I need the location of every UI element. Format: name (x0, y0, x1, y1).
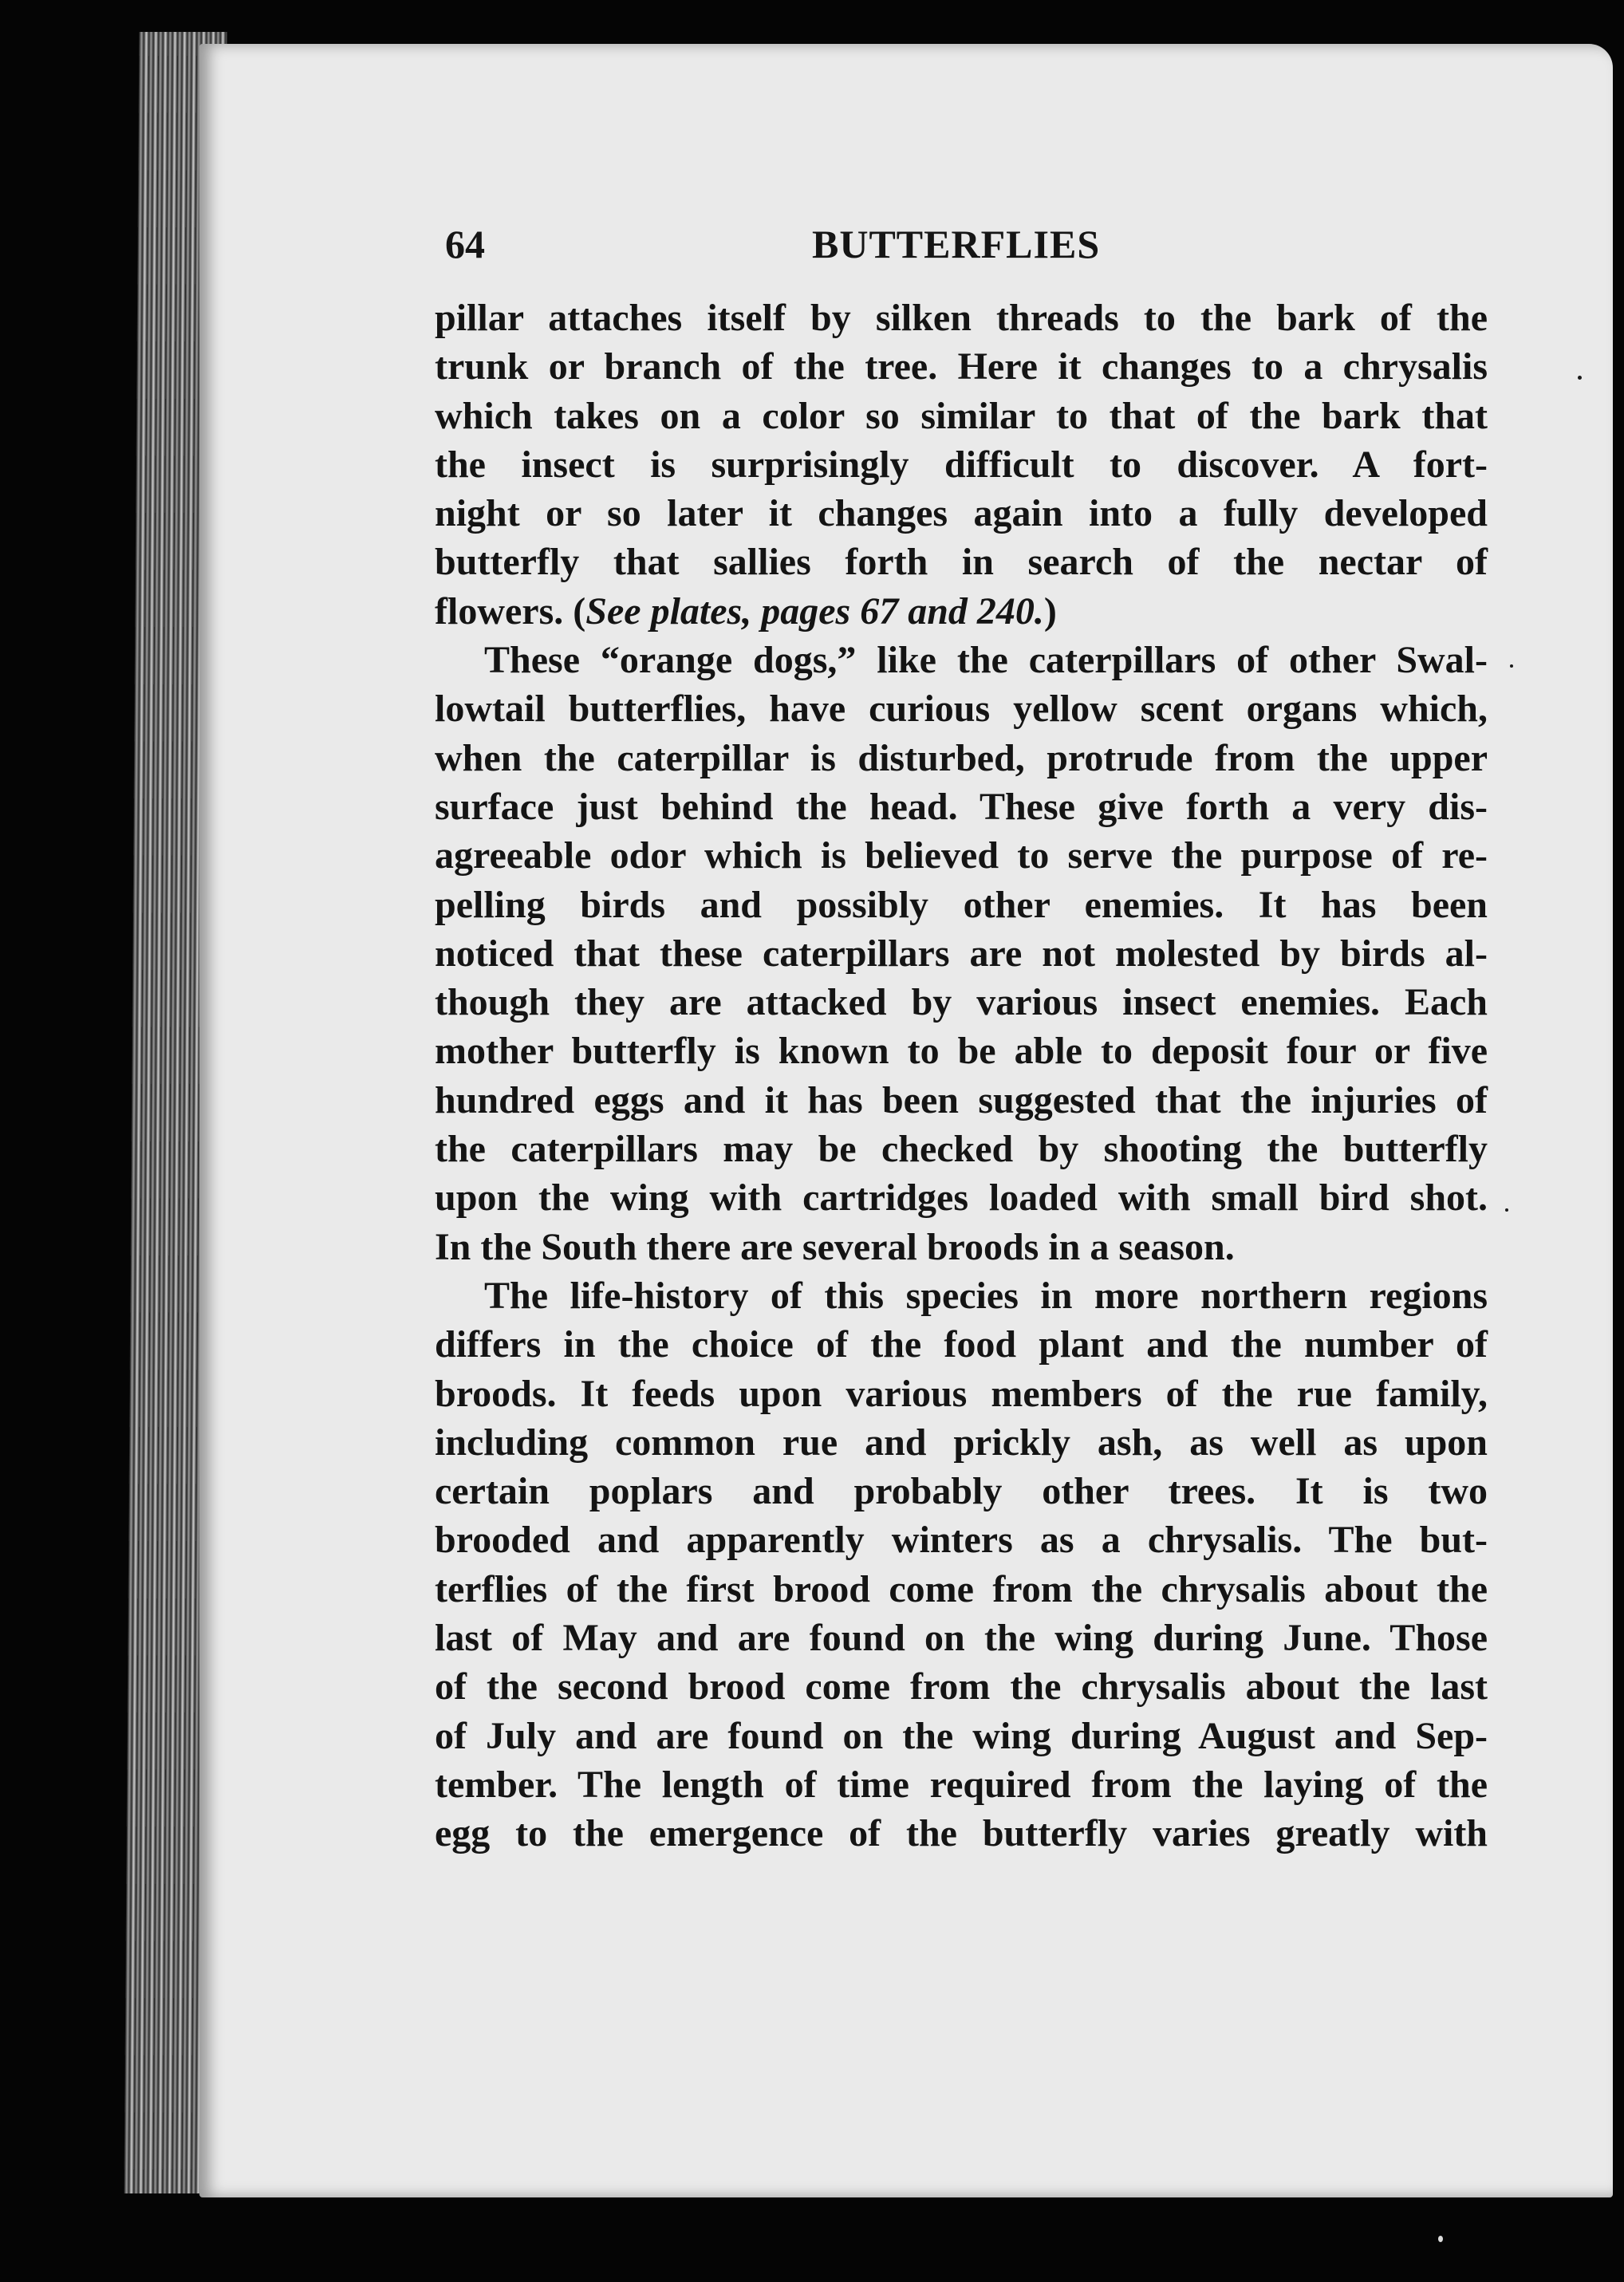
text-line: lowtail butterflies, have curious yellow scent organs which, (435, 688, 1488, 731)
text-line: certain poplars and probably other trees. It is two (435, 1470, 1488, 1513)
text-line: In the South there are several broods in a season. (435, 1225, 1235, 1268)
text-line: agreeable odor which is believed to serve the purpose of re- (435, 834, 1488, 877)
scan-speck (1438, 2236, 1443, 2242)
text-line: tember. The length of time required from the laying of the (435, 1763, 1488, 1806)
text-line: These “orange dogs,” like the caterpillars of other Swal- (484, 639, 1488, 682)
paragraph (435, 636, 1488, 1271)
paragraph (435, 294, 1488, 636)
text-line: the caterpillars may be checked by shooting the butterfly (435, 1128, 1488, 1171)
text-line: broods. It feeds upon various members of the rue family, (435, 1372, 1488, 1415)
text-line: night or so later it changes again into a fully developed (435, 492, 1488, 535)
text-line: of July and are found on the wing during August and Sep- (435, 1714, 1488, 1757)
text-run: flowers. ( (435, 589, 586, 633)
running-title: BUTTERFLIES (812, 222, 1101, 266)
text-line: surface just behind the head. These give forth a very dis- (435, 785, 1488, 828)
page-number: 64 (445, 222, 485, 266)
text-line: The life-history of this species in more northern regions (484, 1274, 1488, 1317)
body-text (435, 294, 1488, 1858)
text-line: upon the wing with cartridges loaded with small bird shot. (435, 1176, 1488, 1220)
text-line: of the second brood come from the chrysalis about the last (435, 1665, 1488, 1709)
scan-speck (1578, 376, 1582, 380)
text-line (435, 587, 1488, 636)
text-line: brooded and apparently winters as a chrysalis. The but- (435, 1519, 1488, 1562)
text-line: including common rue and prickly ash, as well as upon (435, 1421, 1488, 1464)
text-line: pillar attaches itself by silken threads to the bark of the (435, 297, 1488, 339)
text-line: though they are attacked by various insect enemies. Each (435, 981, 1488, 1024)
text-line: trunk or branch of the tree. Here it changes to a chrysalis (435, 345, 1488, 388)
text-line: differs in the choice of the food plant and the number of (435, 1323, 1488, 1366)
page-header (445, 221, 1487, 277)
text-line: pelling birds and possibly other enemies. It has been (435, 883, 1488, 926)
plate-reference: See plates, pages 67 and 240. (585, 589, 1044, 633)
text-line: last of May and are found on the wing during June. Those (435, 1617, 1488, 1660)
text-line: the insect is surprisingly difficult to discover. A fort- (435, 443, 1488, 486)
scan-speck (1510, 664, 1513, 668)
text-line: noticed that these caterpillars are not molested by birds al- (435, 932, 1488, 975)
paragraph (435, 1271, 1488, 1858)
text-line: which takes on a color so similar to that of the bark that (435, 394, 1488, 437)
text-line: egg to the emergence of the butterfly varies greatly with (435, 1812, 1488, 1855)
text-line: mother butterfly is known to be able to deposit four or five (435, 1030, 1488, 1073)
text-line: butterfly that sallies forth in search of the nectar of (435, 541, 1488, 584)
text-run: ) (1043, 589, 1057, 633)
scan-speck (1505, 1208, 1508, 1212)
text-line: when the caterpillar is disturbed, protrude from the upper (435, 736, 1488, 779)
text-line: terflies of the first brood come from the chrysalis about the (435, 1567, 1488, 1610)
text-line: hundred eggs and it has been suggested that the injuries of (435, 1078, 1488, 1121)
